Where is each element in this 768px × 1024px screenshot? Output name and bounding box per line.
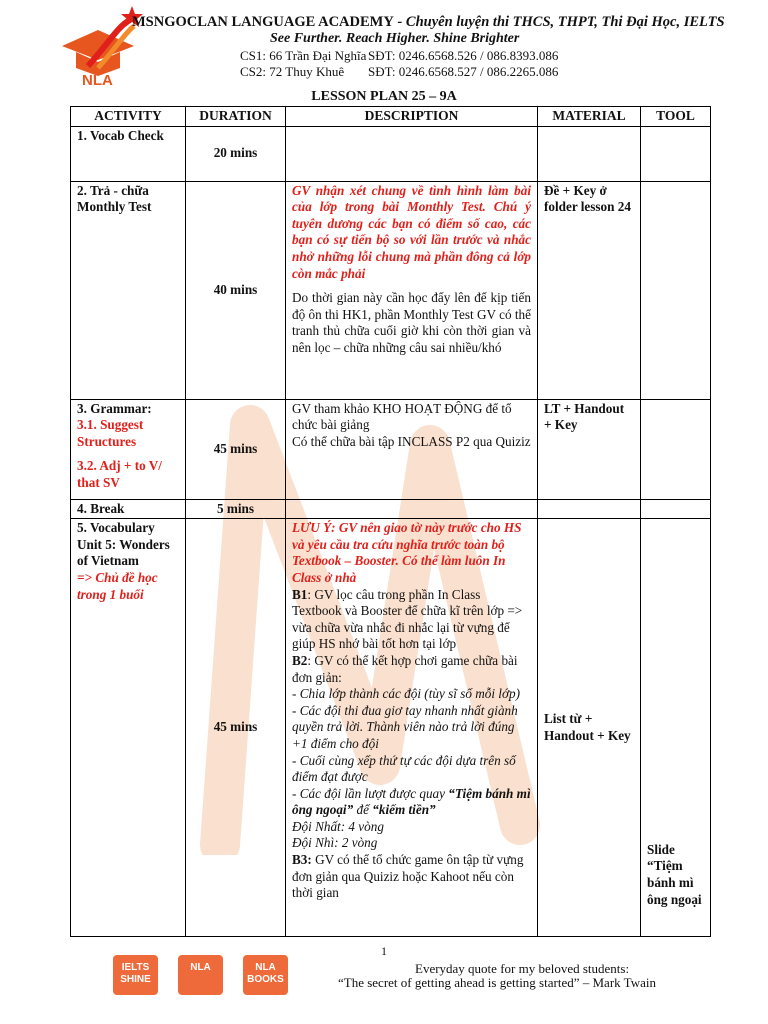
tool-cell <box>641 126 711 181</box>
list-item: Đội Nhì: 2 vòng <box>292 835 378 851</box>
material-cell <box>538 499 641 519</box>
list-item: - Các đội thi đua giơ tay nhanh nhất giành quyền trả lời. Thành viên nào trả lời đúng +1 điểm cho đội <box>292 702 518 751</box>
description-cell <box>286 499 538 519</box>
column-header: TOOL <box>641 107 711 127</box>
list-item: - Cuối cùng xếp thứ tự các đội dựa trên số điểm đạt được <box>292 752 516 785</box>
step-b2 <box>292 653 531 686</box>
list-item-text: để <box>353 802 373 818</box>
description-cell <box>286 519 538 937</box>
step-text: : GV có thể kết hợp chơi game chữa bài đơn giản: <box>292 652 518 685</box>
lesson-plan-table <box>70 106 711 937</box>
academy-title: MSNGOCLAN LANGUAGE ACADEMY <box>132 14 394 30</box>
nla-logo: NLA <box>178 955 223 995</box>
logo-text: NLA <box>82 72 113 89</box>
quote-text: “The secret of getting ahead is getting started” – Mark Twain <box>338 975 656 990</box>
activity-subtopic: 3.2. Adj + to V/ that SV <box>77 458 162 490</box>
activity-subtopic: 3.1. Suggest Structures <box>77 417 144 449</box>
list-item: - Chia lớp thành các đội (tùy sĩ số mỗi lớp) <box>292 686 520 702</box>
material-cell: LT + Handout + Key <box>538 399 641 499</box>
academy-name <box>132 14 725 31</box>
letterhead <box>0 0 768 110</box>
branch-2-phone: SĐT: 0246.6568.527 / 086.2265.086 <box>368 64 559 79</box>
table-row <box>71 519 711 937</box>
branch-2-address: CS2: 72 Thuy Khuê <box>240 64 345 79</box>
page-number: 1 <box>381 944 387 958</box>
activity-title: 5. Vocabulary Unit 5: Wonders of Vietnam <box>77 520 170 569</box>
activity-cell: 1. Vocab Check <box>71 126 186 181</box>
step-b3 <box>292 852 531 902</box>
tool-cell: Slide “Tiệm bánh mì ông ngoại <box>641 519 711 937</box>
description-text: Do thời gian này cần học đẩy lên để kịp tiến độ ôn thi HK1, phần Monthly Test GV có thể tranh thủ chữa cuối giờ khi còn thời gian và nên lọc – chữa những câu sai nhiều/khó <box>292 290 531 355</box>
step-label: B1 <box>292 586 308 602</box>
step-text: GV có thể tổ chức game ôn tập từ vựng đơn giản qua Quiziz hoặc Kahoot nếu còn thời gian <box>292 852 524 901</box>
description-text: GV tham khảo KHO HOẠT ĐỘNG để tổ chức bài giảng <box>292 400 512 433</box>
activity-cell <box>71 519 186 937</box>
activity-cell <box>71 399 186 499</box>
column-header: MATERIAL <box>538 107 641 127</box>
ielts-shine-logo: IELTS SHINE <box>113 955 158 995</box>
activity-title: 3. Grammar: <box>77 400 152 416</box>
quote-intro: Everyday quote for my beloved students: <box>415 961 630 976</box>
duration-cell: 45 mins <box>186 519 286 937</box>
page-title: LESSON PLAN 25 – 9A <box>311 89 457 104</box>
description-cell <box>286 126 538 181</box>
teacher-note: LƯU Ý: GV nên giao tờ này trước cho HS và yêu cầu tra cứu nghĩa trước toàn bộ Textbook – Booster. Có thể làm luôn In Class ở nhà <box>292 520 522 585</box>
branch-1 <box>240 48 559 64</box>
branch-1-address: CS1: 66 Trần Đại Nghĩa <box>240 48 367 63</box>
material-cell: Đề + Key ở folder lesson 24 <box>538 181 641 399</box>
step-label: B3: <box>292 852 312 868</box>
list-item-text: - Các đội lần lượt được quay <box>292 785 449 801</box>
column-header: ACTIVITY <box>71 107 186 127</box>
material-cell <box>538 126 641 181</box>
table-header-row <box>71 107 711 127</box>
step-text: : GV lọc câu trong phần In Class Textbook và Booster để chữa kĩ trên lớp => vừa chữa vừa nhắc đi nhắc lại từ vựng để giúp HS nhớ bài tốt hơn tại lớp <box>292 586 523 652</box>
activity-cell: 2. Trả - chữa Monthly Test <box>71 181 186 399</box>
description-text: Có thể chữa bài tập INCLASS P2 qua Quiziz <box>292 433 531 449</box>
nla-books-logo: NLA BOOKS <box>243 955 288 995</box>
activity-cell: 4. Break <box>71 499 186 519</box>
column-header: DESCRIPTION <box>286 107 538 127</box>
duration-cell: 40 mins <box>186 181 286 399</box>
duration-cell: 45 mins <box>186 399 286 499</box>
duration-cell: 5 mins <box>186 499 286 519</box>
tool-cell <box>641 499 711 519</box>
teacher-note: GV nhận xét chung về tình hình làm bài của lớp trong bài Monthly Test. Chú ý tuyên dương các bạn có điểm số cao, các bạn có sự tiến bộ so với lần trước và nhắc nhở những lỗi chung mà phần đông cả lớp còn mắc phải <box>292 182 531 281</box>
game-goal: “kiếm tiền” <box>372 802 436 818</box>
activity-note: => Chủ đề học trong 1 buổi <box>77 569 158 602</box>
tool-cell <box>641 181 711 399</box>
list-item: Đội Nhất: 4 vòng <box>292 818 384 834</box>
material-cell: List từ + Handout + Key <box>538 519 641 937</box>
step-b1 <box>292 587 531 653</box>
tool-cell <box>641 399 711 499</box>
game-name: “Tiệm bánh mì ông ngoại” <box>292 785 531 818</box>
table-row <box>71 499 711 519</box>
table-row <box>71 399 711 499</box>
branch-2 <box>240 64 559 80</box>
duration-cell: 20 mins <box>186 126 286 181</box>
column-header: DURATION <box>186 107 286 127</box>
slogan: See Further. Reach Higher. Shine Brighter <box>270 31 520 46</box>
branch-1-phone: SĐT: 0246.6568.526 / 086.8393.086 <box>368 48 559 63</box>
table-row <box>71 126 711 181</box>
step-label: B2 <box>292 652 308 668</box>
table-row <box>71 181 711 399</box>
list-item <box>292 786 531 819</box>
description-cell <box>286 399 538 499</box>
description-cell <box>286 181 538 399</box>
academy-subtitle: - Chuyên luyện thi THCS, THPT, Thi Đại Học, IELTS <box>393 14 725 30</box>
